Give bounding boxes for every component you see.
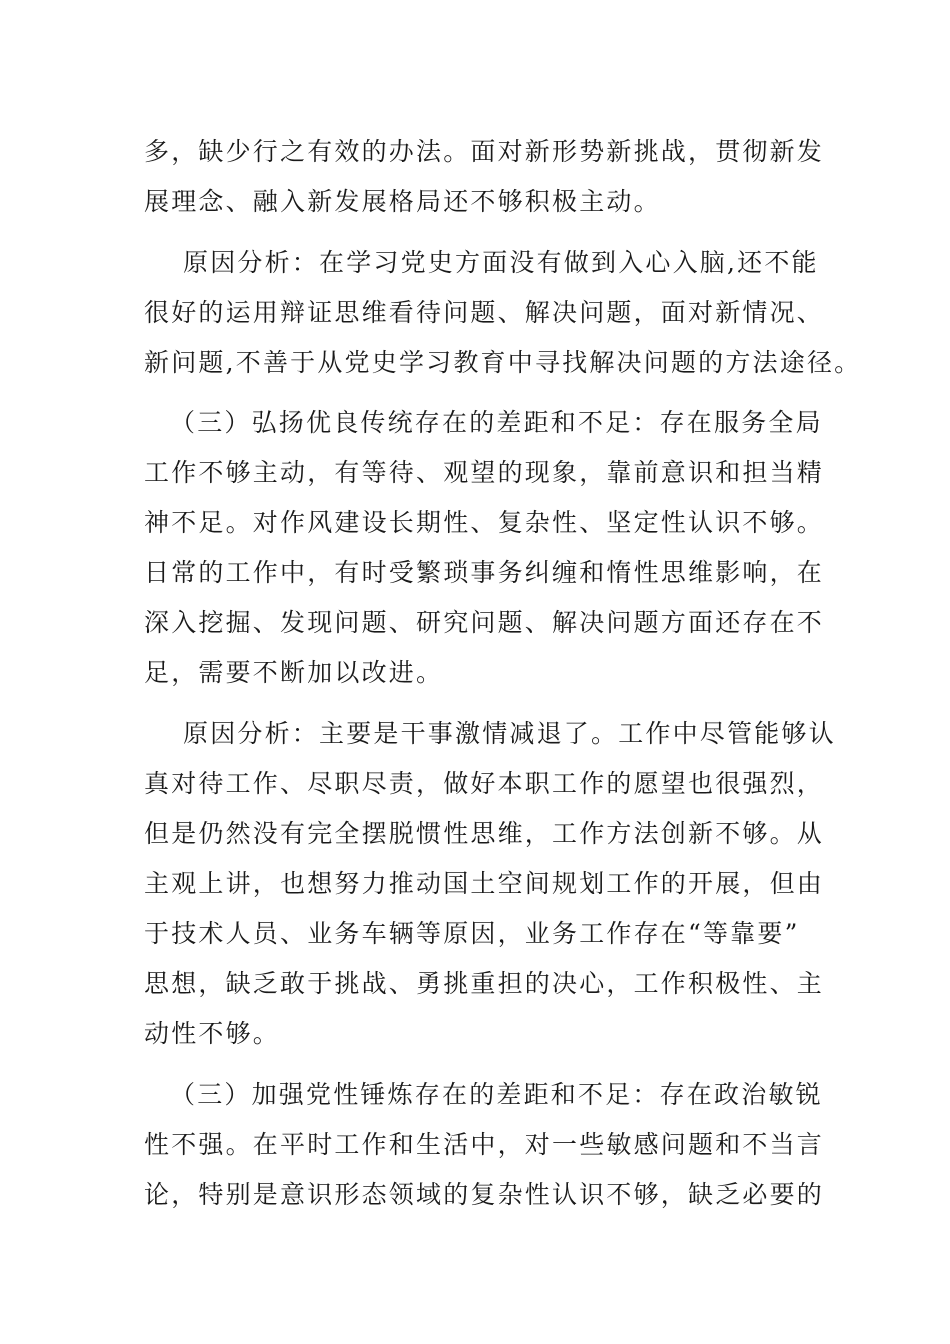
text-line: 论，特别是意识形态领域的复杂性认识不够，缺乏必要的 — [144, 1180, 825, 1209]
text-line: 展理念、融入新发展格局还不够积极主动。 — [144, 187, 661, 216]
text-line: 神不足。对作风建设长期性、复杂性、坚定性认识不够。 — [144, 508, 825, 537]
text-line: 思想，缺乏敢于挑战、勇挑重担的决心，工作积极性、主 — [144, 969, 825, 998]
text-line: 真对待工作、尽职尽责，做好本职工作的愿望也很强烈， — [144, 769, 825, 798]
text-line: 原因分析：主要是干事激情减退了。工作中尽管能够认 — [183, 719, 836, 748]
text-line: 动性不够。 — [144, 1019, 281, 1048]
text-line: 新问题,不善于从党史学习教育中寻找解决问题的方法途径。 — [144, 348, 862, 377]
text-line: 很好的运用辩证思维看待问题、解决问题，面对新情况、 — [144, 298, 825, 327]
text-line: 性不强。在平时工作和生活中，对一些敏感问题和不当言 — [144, 1130, 825, 1159]
text-line: （三）加强党性锤炼存在的差距和不足：存在政治敏锐 — [170, 1080, 823, 1109]
text-line: 日常的工作中，有时受繁琐事务纠缠和惰性思维影响，在 — [144, 558, 825, 587]
text-line: 多，缺少行之有效的办法。面对新形势新挑战，贯彻新发 — [144, 137, 825, 166]
text-line: 原因分析：在学习党史方面没有做到入心入脑,还不能 — [183, 248, 819, 277]
text-line: 深入挖掘、发现问题、研究问题、解决问题方面还存在不 — [144, 608, 825, 637]
text-line: 但是仍然没有完全摆脱惯性思维，工作方法创新不够。从 — [144, 819, 825, 848]
text-line: 工作不够主动，有等待、观望的现象，靠前意识和担当精 — [144, 458, 825, 487]
text-line: （三）弘扬优良传统存在的差距和不足：存在服务全局 — [170, 408, 823, 437]
text-line: 于技术人员、业务车辆等原因，业务工作存在“等靠要” — [144, 919, 800, 948]
text-line: 足，需要不断加以改进。 — [144, 658, 444, 687]
text-line: 主观上讲，也想努力推动国土空间规划工作的开展，但由 — [144, 869, 825, 898]
